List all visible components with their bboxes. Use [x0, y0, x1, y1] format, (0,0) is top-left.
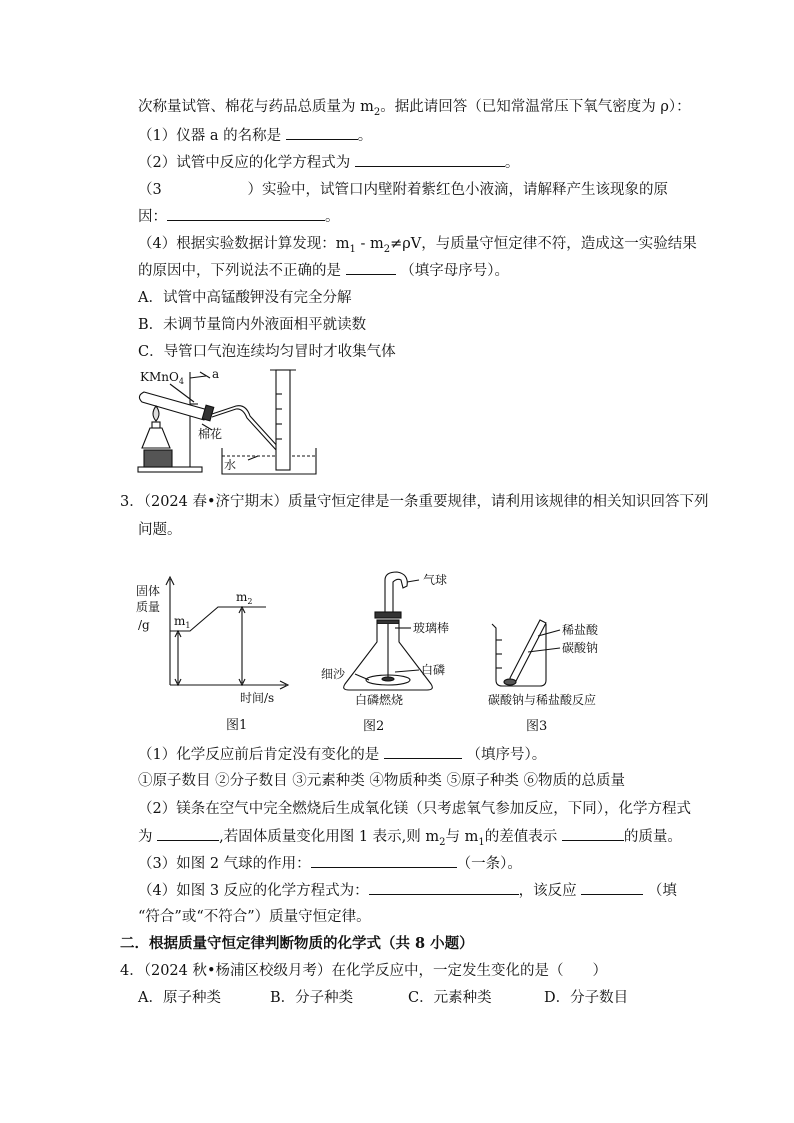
q3-part1-blank[interactable]	[384, 744, 462, 759]
fig1-m1-label: $m_1$	[174, 614, 191, 630]
water-trough	[222, 448, 316, 474]
label-a: a	[212, 367, 220, 381]
q3-choice-2: ②分子数目	[215, 773, 288, 789]
q2-part2-end: 。	[504, 155, 520, 171]
q2-option-b[interactable]: B．未调节量筒内外液面相平就读数	[138, 317, 367, 333]
q2-part2-text: （2）试管中反应的化学方程式为	[138, 155, 351, 171]
fig3-label-carbonate: 碳酸钠	[562, 641, 599, 655]
q2-part3-line2	[138, 206, 340, 227]
q2-part4-mid: - m	[355, 236, 384, 252]
q3-part4	[138, 880, 677, 901]
q3-choice-4: ④物质种类	[369, 773, 442, 789]
fig2-stopper	[375, 612, 401, 618]
q2-part4-sub2: 2	[383, 243, 391, 255]
q2-part1-end: 。	[357, 128, 373, 144]
q3-choice-6: ⑥物质的总质量	[523, 773, 626, 789]
flame	[153, 406, 159, 421]
q3-part3-blank[interactable]	[311, 853, 457, 868]
q2-option-c[interactable]: C．导管口气泡连续均匀冒时才收集气体	[138, 344, 396, 360]
label-kmno4: KMnO$_4$	[140, 370, 184, 386]
test-tube	[139, 392, 208, 420]
q2-part4-text-3: 的原因中，下列说法不正确的是	[138, 263, 341, 279]
q4-option-a[interactable]: A．原子种类	[138, 990, 221, 1006]
q3-part2-line2	[138, 826, 682, 853]
q4-option-c[interactable]: C．元素种类	[408, 990, 492, 1006]
label-cotton: 棉花	[198, 427, 223, 441]
fig2-balloon	[385, 572, 407, 612]
q3-part4-text: （4）如图 3 反应的化学方程式为：	[138, 883, 369, 899]
section-2-heading: 二．根据质量守恒定律判断物质的化学式（共 8 小题）	[120, 935, 474, 952]
q4-stem: 4．（2024 秋•杨浦区校级月考）在化学反应中，一定发生变化的是（ ）	[120, 963, 608, 979]
q3-part2-blank-1[interactable]	[157, 826, 219, 841]
q2-part2-blank[interactable]	[355, 152, 505, 167]
q3-part4-text-3: （填	[647, 883, 677, 899]
q3-part2-blank-2[interactable]	[562, 826, 624, 841]
fig2-phosphorus-flask	[315, 570, 475, 738]
q3-part3-text: （3）如图 2 气球的作用：	[138, 856, 311, 872]
q3-part3-end: （一条）。	[456, 856, 522, 872]
q3-part1-text: （1）化学反应前后肯定没有变化的是	[138, 747, 380, 763]
q2-part1	[138, 125, 372, 146]
q2-option-a[interactable]: A．试管中高锰酸钾没有完全分解	[138, 290, 352, 306]
q3-part4-line2: “符合”或“不符合”）质量守恒定律。	[138, 909, 371, 925]
q2-intro	[138, 97, 691, 123]
q2-part2	[138, 152, 519, 173]
fig1-ylabel-2: 质量	[136, 600, 161, 614]
tube-stopper	[202, 405, 214, 421]
fig1-caption: 图1	[226, 718, 248, 733]
fig1-ylabel-3: /g	[138, 618, 150, 632]
q3-part1-end: （填序号）。	[466, 747, 547, 763]
q2-part3-text-2: 因：	[138, 209, 167, 225]
fig2-label-balloon: 气球	[423, 573, 448, 587]
q3-part3	[138, 853, 522, 874]
fig2-label-sand: 细沙	[321, 667, 346, 681]
q2-part4-blank[interactable]	[346, 260, 396, 275]
alcohol-lamp	[142, 428, 170, 448]
graduated-cylinder	[276, 370, 290, 470]
q3-part2-text-2: ,若固体质量变化用图 1 表示,则 m	[219, 829, 440, 845]
q2-intro-sub: 2	[373, 106, 381, 118]
q3-part2-sub1: 1	[478, 836, 485, 848]
fig2-leader-balloon	[407, 580, 419, 582]
q3-head-2: 问题。	[138, 522, 182, 538]
fig1-ylabel-1: 固体	[136, 584, 161, 598]
wood-block	[144, 450, 172, 467]
q3-part2-end: 的质量。	[623, 829, 682, 845]
fig3-label-acid: 稀盐酸	[562, 623, 599, 637]
q4-option-d[interactable]: D．分子数目	[544, 990, 629, 1006]
q3-choice-1: ①原子数目	[138, 773, 211, 789]
q2-part3-end: 。	[325, 209, 340, 225]
q3-part2-text-3: 与 m	[445, 829, 479, 845]
fig3-carbonate-beaker	[480, 600, 650, 738]
q3-part4-blank-2[interactable]	[581, 880, 643, 895]
q2-intro-text: 次称量试管、棉花与药品总质量为 m	[138, 99, 374, 115]
q2-part4-end: （填字母序号）。	[400, 263, 509, 279]
q2-part1-blank[interactable]	[286, 125, 358, 140]
q2-part4	[138, 234, 697, 260]
fig1-xlabel: 时间/s	[240, 691, 275, 705]
q2-part4-sub1: 1	[349, 243, 356, 255]
q2-part1-text: （1）仪器 a 的名称是	[138, 128, 282, 144]
fig1-m2-label: $m_2$	[236, 590, 253, 606]
q2-part4-text: （4）根据实验数据计算发现：m	[138, 236, 350, 252]
q3-part1	[138, 744, 546, 765]
fig3-title: 碳酸钠与稀盐酸反应	[488, 693, 597, 707]
kmno4-apparatus-figure	[130, 364, 330, 480]
q2-part4-text-2: ≠ρV，与质量守恒定律不符，造成这一实验结果	[390, 236, 697, 252]
fig1-mass-time-graph	[130, 573, 290, 738]
q3-choice-3: ③元素种类	[292, 773, 365, 789]
q2-part3-blank[interactable]	[167, 206, 325, 221]
q3-part2-text-4: 的差值表示	[484, 829, 558, 845]
q4-option-b[interactable]: B．分子种类	[270, 990, 354, 1006]
q2-part3-num: （3	[138, 182, 162, 198]
q2-part3-text: ）实验中，试管口内壁附着紫红色小液滴，请解释产生该现象的原	[247, 182, 668, 198]
q3-part2: （2）镁条在空气中完全燃烧后生成氧化镁（只考虑氧气参加反应，下同），化学方程式	[138, 801, 691, 817]
q3-part4-blank-1[interactable]	[369, 880, 519, 895]
fig2-caption: 图2	[363, 719, 385, 734]
q3-head: 3．（2024 春•济宁期末）质量守恒定律是一条重要规律，请利用该规律的相关知识回答下列	[120, 494, 709, 510]
fig2-phosphorus	[382, 677, 394, 681]
q3-part2-sub2: 2	[439, 836, 446, 848]
q2-part4-line2	[138, 260, 509, 281]
q3-part2-text: 为	[138, 829, 153, 845]
q3-choices	[138, 771, 625, 791]
q3-choice-5: ⑤原子种类	[446, 773, 519, 789]
label-water: 水	[224, 458, 237, 472]
stand-clamp	[190, 376, 206, 378]
stand-base	[138, 467, 202, 472]
fig3-test-tube	[510, 620, 546, 682]
fig3-carbonate	[504, 679, 516, 685]
lamp-neck	[152, 422, 160, 428]
fig3-caption: 图3	[526, 719, 548, 734]
q3-part4-text-2: ，该反应	[518, 883, 577, 899]
fig2-title: 白磷燃烧	[355, 693, 404, 707]
q2-intro-text-2: 。据此请回答（已知常温常压下氧气密度为 ρ）：	[380, 99, 691, 115]
leader-water	[248, 456, 258, 460]
q2-part3	[138, 180, 668, 200]
fig2-label-rod: 玻璃棒	[413, 621, 450, 635]
fig2-label-phosphorus: 白磷	[421, 663, 446, 677]
